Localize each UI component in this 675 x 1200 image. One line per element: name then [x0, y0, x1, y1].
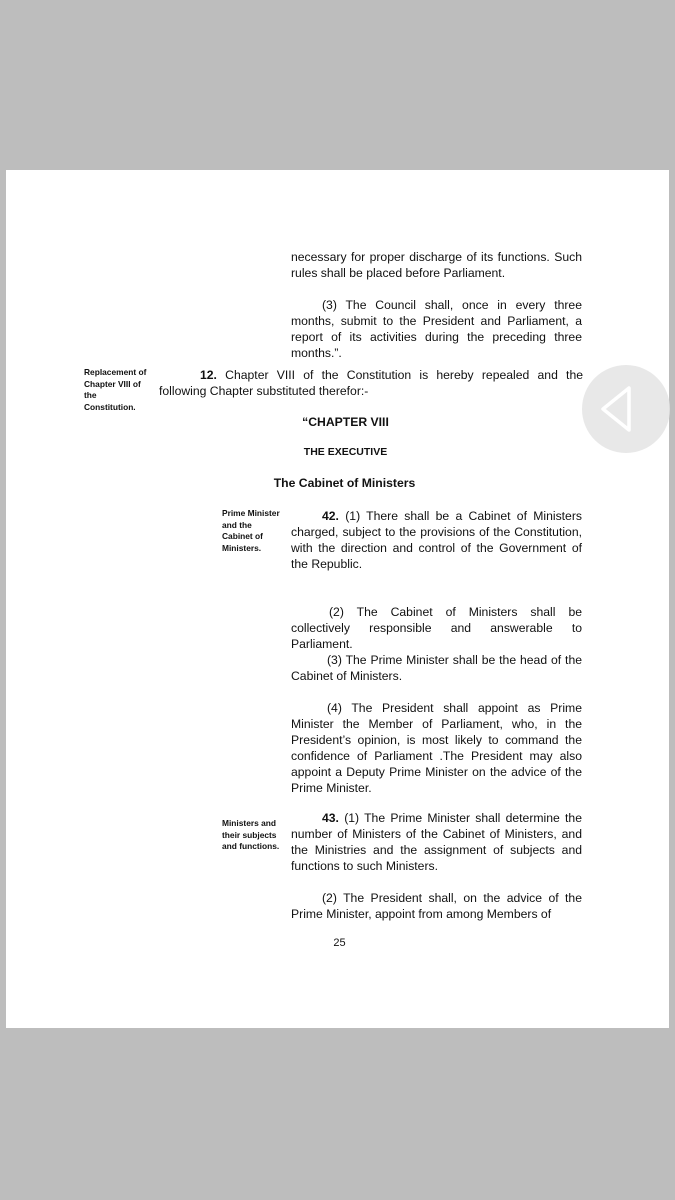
margin-note-prime-minister: Prime Minister and the Cabinet of Ministers.: [222, 508, 280, 553]
section-43-number: 43.: [322, 811, 339, 825]
section-42-1: [291, 508, 582, 572]
document-page: [6, 170, 669, 1028]
back-triangle-icon: [582, 365, 670, 453]
section-42-4: (4) The President shall appoint as Prime Minister the Member of Parliament, who, in the President’s opinion, is most likely to command the confidence of Parliament .The President may also appoint a Deputy Prime Minister on the advice of the Prime Minister.: [291, 701, 582, 795]
executive-heading: THE EXECUTIVE: [303, 446, 388, 458]
section-43-1: [291, 810, 582, 874]
section-12-number: 12.: [200, 368, 217, 382]
section-42-3: (3) The Prime Minister shall be the head of the Cabinet of Ministers.: [291, 653, 582, 683]
margin-note-ministers: Ministers and their subjects and functions.: [222, 818, 280, 852]
section-42-number: 42.: [322, 509, 339, 523]
cabinet-heading: The Cabinet of Ministers: [273, 476, 416, 490]
section-43-2: (2) The President shall, on the advice of the Prime Minister, appoint from among Members of: [291, 891, 582, 921]
page-number: 25: [333, 937, 346, 949]
section-43-text: (1) The Prime Minister shall determine the number of Ministers of the Cabinet of Ministers, and the Ministries and the assignment of subjects and functions to such Ministers.: [291, 811, 582, 873]
chapter-heading: “CHAPTER VIII: [302, 415, 389, 429]
back-nav-button[interactable]: [582, 365, 670, 453]
paragraph-council-reports: (3) The Council shall, once in every three months, submit to the President and Parliament, a report of its activities during the preceding three months.”.: [291, 298, 582, 360]
section-42-text: (1) There shall be a Cabinet of Ministers charged, subject to the provisions of the Constitution, with the direction and control of the Government of the Republic.: [291, 509, 582, 571]
section-42-2: (2) The Cabinet of Ministers shall be collectively responsible and answerable to Parliament.: [291, 605, 582, 651]
margin-note-replacement: Replacement of Chapter VIII of the Constitution.: [84, 367, 147, 412]
section-12-text: Chapter VIII of the Constitution is hereby repealed and the following Chapter substituted therefor:-: [159, 368, 583, 398]
section-12: [159, 367, 583, 399]
paragraph-continuation: necessary for proper discharge of its functions. Such rules shall be placed before Parliament.: [291, 250, 582, 280]
